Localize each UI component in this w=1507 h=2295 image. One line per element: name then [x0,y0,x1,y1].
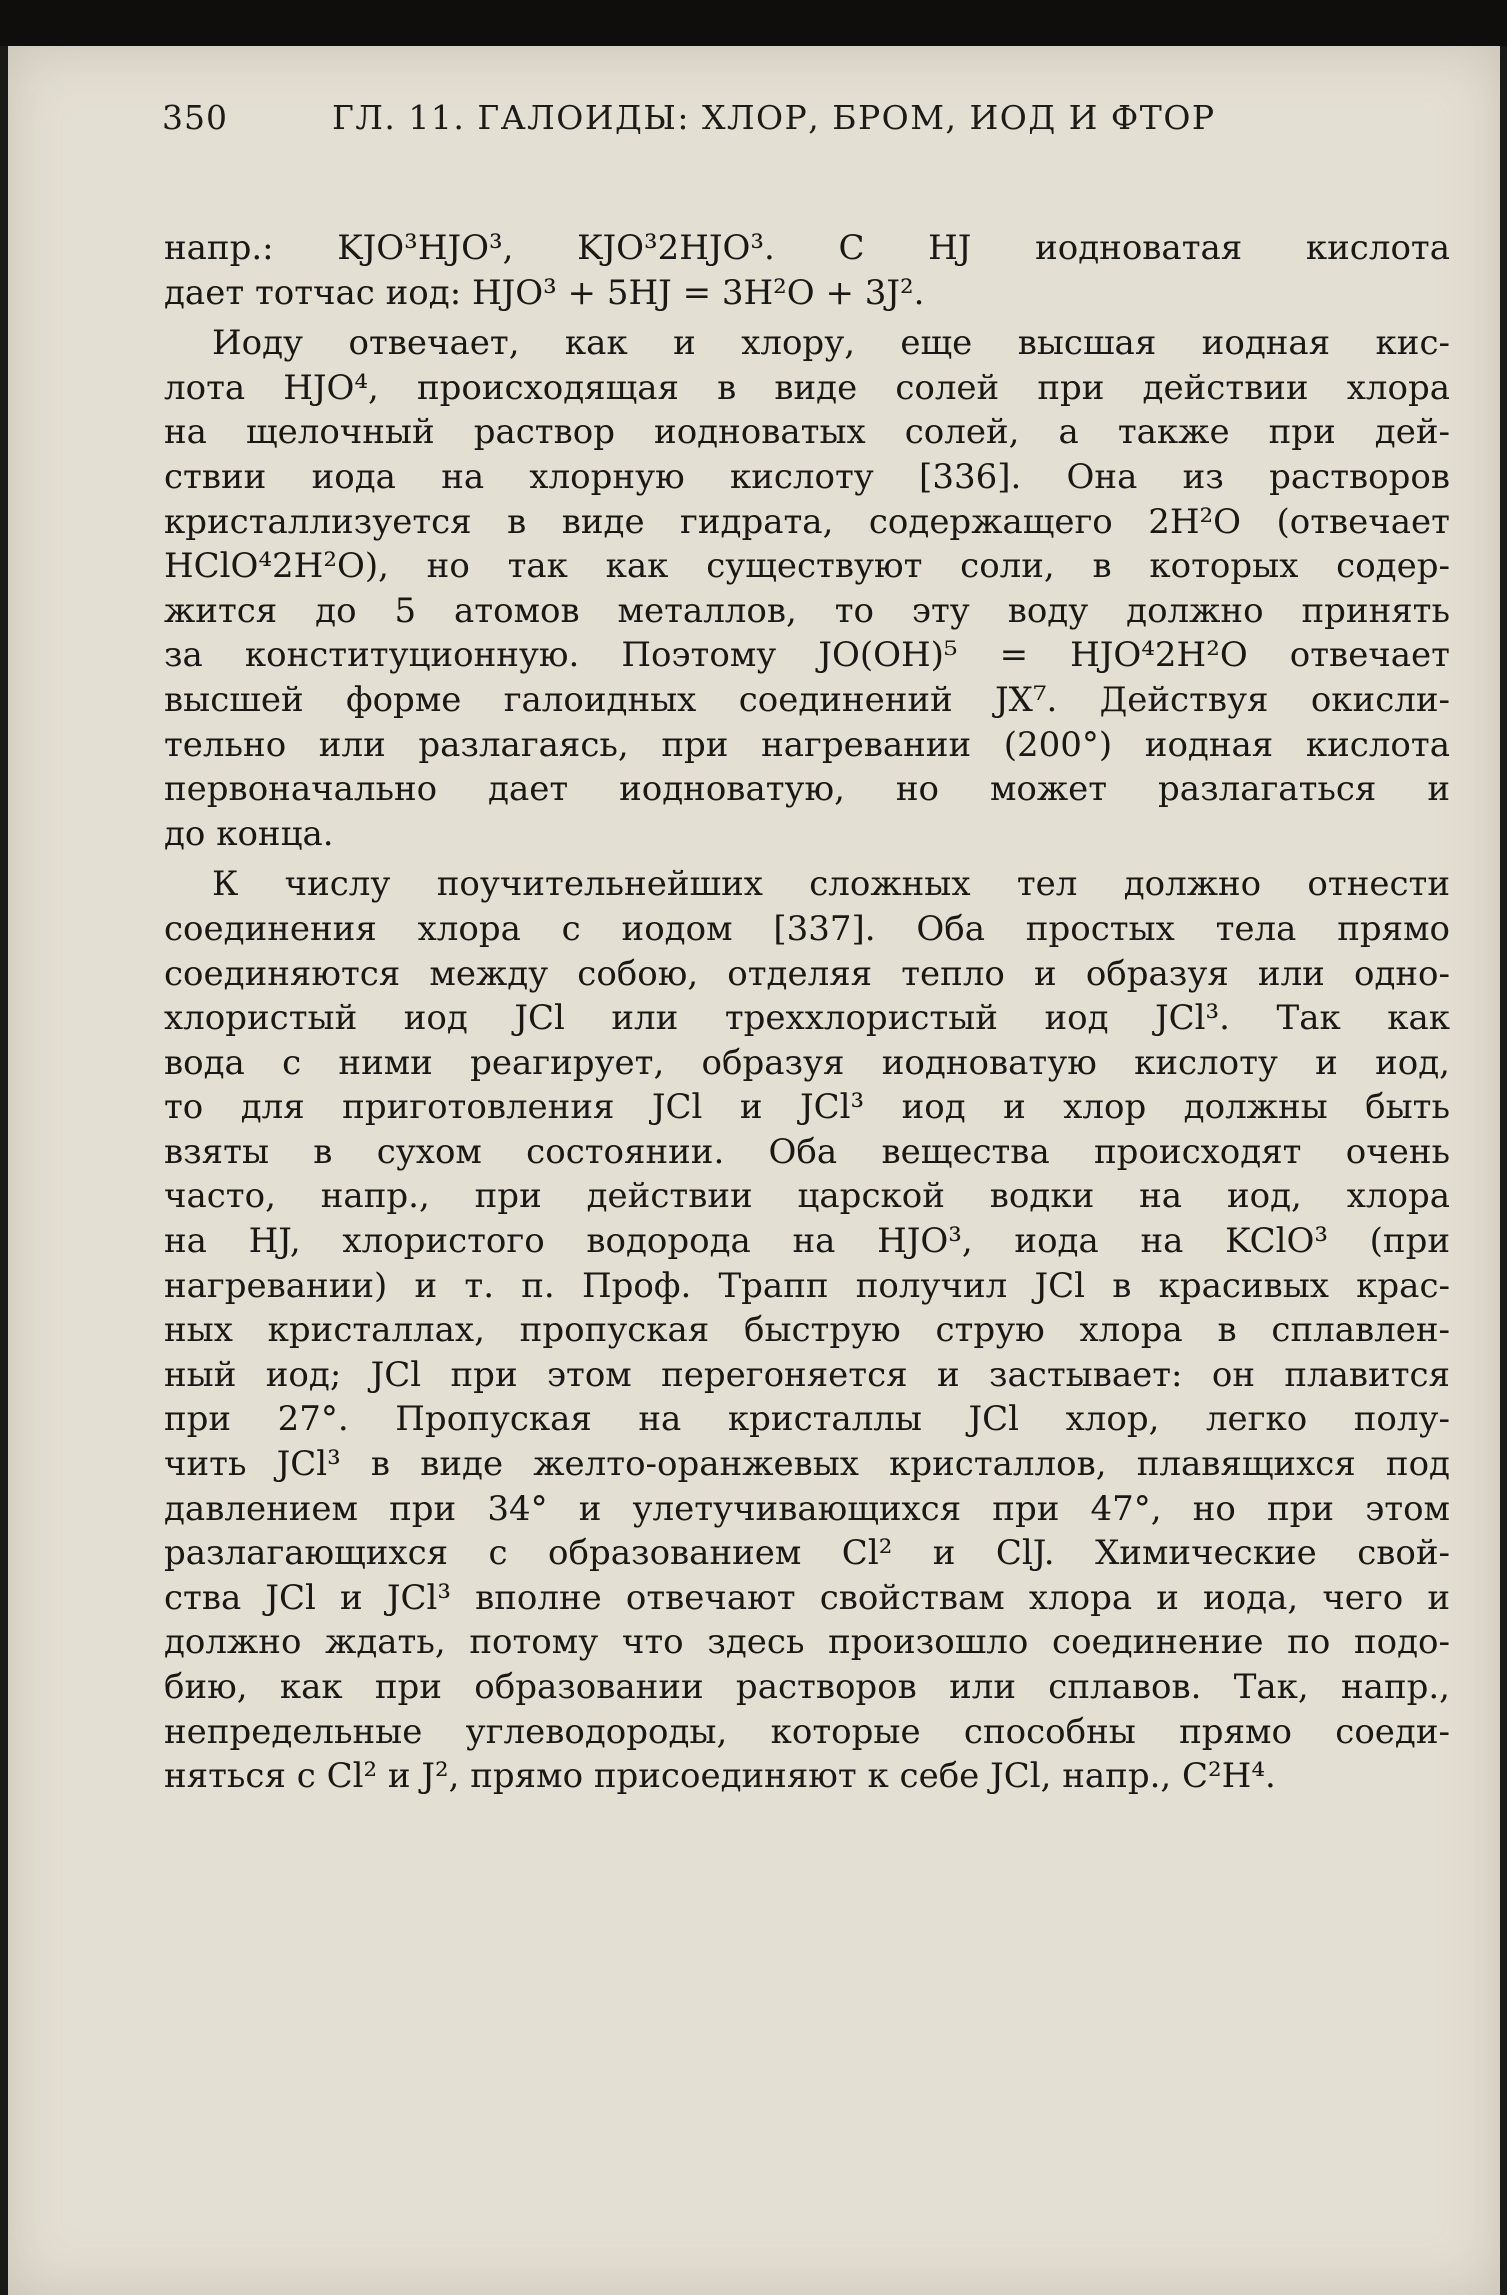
text-line: нагревании) и т. п. Проф. Трапп получил JCl в красивых крас- [164,1265,1450,1306]
text-line: жится до 5 атомов металлов, то эту воду должно принять [164,590,1450,631]
text-line: первоначально дает иодноватую, но может разлагаться и [164,769,1450,810]
running-head [162,98,1452,168]
text-line: взяты в сухом состоянии. Оба вещества происходят очень [164,1131,1450,1172]
text-line: ствии иода на хлорную кислоту [336]. Она из растворов [164,456,1450,497]
text-line: хлористый иод JCl или треххлористый иод JCl³. Так как [164,998,1450,1039]
text-line: на щелочный раствор иодноватых солей, а также при дей- [164,412,1450,453]
text-line: то для приготовления JCl и JCl³ иод и хлор должны быть [164,1087,1450,1128]
text-line: HClO⁴2H²O), но так как существуют соли, в которых содер- [164,546,1450,587]
paragraph-2 [164,321,1450,856]
text-line: на HJ, хлористого водорода на HJO³, иода на KClO³ (при [164,1221,1450,1262]
text-line: ства JCl и JCl³ вполне отвечают свойствам хлора и иода, чего и [164,1577,1450,1618]
text-line: давлением при 34° и улетучивающихся при 47°, но при этом [164,1488,1450,1529]
text-line: должно ждать, потому что здесь произошло соединение по подо- [164,1622,1450,1663]
text-line: непредельные углеводороды, которые способны прямо соеди- [164,1711,1450,1752]
text-line: соединения хлора с иодом [337]. Оба простых тела прямо [164,908,1450,949]
text-line: чить JCl³ в виде желто-оранжевых кристаллов, плавящихся под [164,1444,1450,1485]
text-line: разлагающихся с образованием Cl² и ClJ. Химические свой- [164,1533,1450,1574]
text-line: Иоду отвечает, как и хлору, еще высшая иодная кис- [212,323,1450,364]
text-line: К числу поучительнейших сложных тел должно отнести [212,864,1450,905]
paragraph-1 [164,226,1450,315]
text-line: высшей форме галоидных соединений JX⁷. Действуя окисли- [164,679,1450,720]
text-line: вода с ними реагирует, образуя иодноватую кислоту и иод, [164,1042,1450,1083]
text-line: ных кристаллах, пропуская быструю струю хлора в сплавлен- [164,1310,1450,1351]
text-line: лота HJO⁴, происходящая в виде солей при действии хлора [164,367,1450,408]
text-line: ный иод; JCl при этом перегоняется и застывает: он плавится [164,1354,1450,1395]
scan-top-edge [0,0,1507,46]
paragraph-3 [164,862,1450,1798]
text-line: няться с Cl² и J², прямо присоединяют к себе JCl, напр., C²H⁴. [164,1756,1276,1797]
text-line: при 27°. Пропуская на кристаллы JCl хлор, легко полу- [164,1399,1450,1440]
text-line: кристаллизуется в виде гидрата, содержащего 2H²O (отвечает [164,501,1450,542]
text-line: тельно или разлагаясь, при нагревании (200°) иодная кислота [164,724,1450,765]
text-line: за конституционную. Поэтому JO(OH)⁵ = HJO⁴2H²O отвечает [164,635,1450,676]
text-line: часто, напр., при действии царской водки на иод, хлора [164,1176,1450,1217]
text-line: до конца. [164,813,334,854]
text-line: напр.: KJO³HJO³, KJO³2HJO³. С HJ иодноватая кислота [164,228,1450,268]
text-line: бию, как при образовании растворов или сплавов. Так, напр., [164,1667,1450,1707]
page-number: 350 [162,98,228,137]
chapter-title: ГЛ. 11. ГАЛОИДЫ: ХЛОР, БРОМ, ИОД И ФТОР [332,98,1216,137]
text-line: дает тотчас иод: HJO³ + 5HJ = 3H²O + 3J². [164,272,925,313]
body-text [164,226,1450,1799]
text-line: соединяются между собою, отделяя тепло и образуя или одно- [164,953,1450,994]
